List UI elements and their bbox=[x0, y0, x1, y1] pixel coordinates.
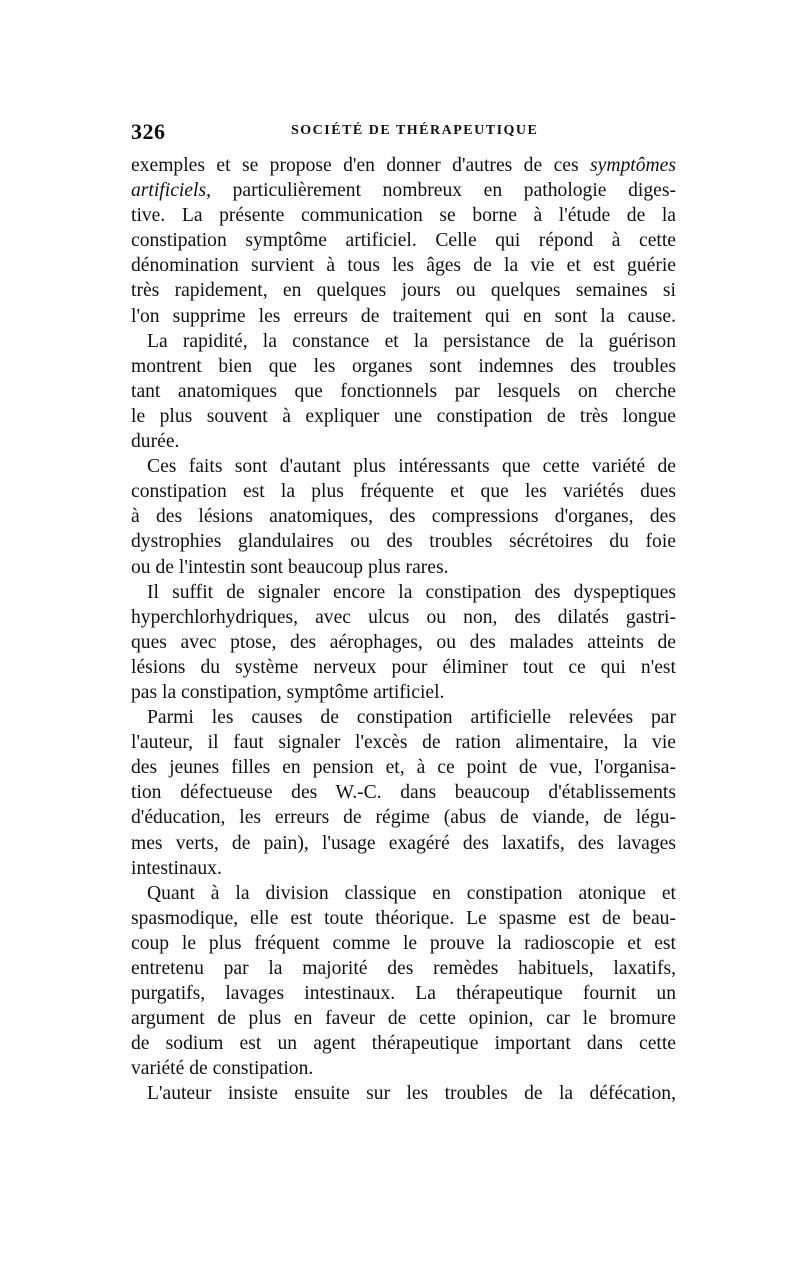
text-line: des jeunes filles en pension et, à ce point de vue, l'organisa- bbox=[131, 757, 676, 779]
text-line: tant anatomiques que fonctionnels par lesquels on cherche bbox=[131, 380, 676, 402]
text-line: Il suffit de signaler encore la constipation des dyspeptiques bbox=[147, 581, 676, 603]
text-line: constipation symptôme artificiel. Celle qui répond à cette bbox=[131, 230, 676, 252]
text-line: très rapidement, en quelques jours ou quelques semaines si bbox=[131, 280, 676, 302]
text-line: tion défectueuse des W.-C. dans beaucoup d'établissements bbox=[131, 782, 676, 804]
journal-title: SOCIÉTÉ DE THÉRAPEUTIQUE bbox=[291, 123, 539, 138]
text-line: à des lésions anatomiques, des compressions d'organes, des bbox=[131, 506, 676, 528]
text-line: ques avec ptose, des aérophages, ou des malades atteints de bbox=[131, 631, 676, 653]
paragraph-4 bbox=[131, 580, 676, 705]
text-line: pas la constipation, symptôme artificiel. bbox=[131, 681, 445, 703]
text-line: hyperchlorhydriques, avec ulcus ou non, des dilatés gastri- bbox=[131, 606, 676, 628]
paragraph-2 bbox=[131, 329, 676, 454]
paragraph-3 bbox=[131, 454, 676, 579]
italic-term: symptômes bbox=[590, 155, 676, 176]
paragraph-1 bbox=[131, 153, 676, 329]
paragraph-6 bbox=[131, 881, 676, 1082]
text-line: le plus souvent à expliquer une constipation de très longue bbox=[131, 405, 676, 427]
body-text bbox=[131, 153, 676, 1107]
page-number: 326 bbox=[131, 119, 166, 144]
text-line: La rapidité, la constance et la persistance de la guérison bbox=[147, 330, 676, 352]
text-line: artificiels, particulièrement nombreux en pathologie diges- bbox=[131, 180, 676, 202]
text-line: intestinaux. bbox=[131, 857, 222, 879]
text-line: ou de l'intestin sont beaucoup plus rares. bbox=[131, 556, 449, 578]
italic-term: artificiels, bbox=[131, 180, 212, 202]
text-line: mes verts, de pain), l'usage exagéré des laxatifs, des lavages bbox=[131, 832, 676, 854]
text-line: coup le plus fréquent comme le prouve la radioscopie et est bbox=[131, 932, 676, 954]
text-line: durée. bbox=[131, 431, 180, 453]
text-line: d'éducation, les erreurs de régime (abus de viande, de légu- bbox=[131, 807, 676, 829]
running-head bbox=[131, 119, 676, 143]
text-line: Quant à la division classique en constipation atonique et bbox=[147, 882, 676, 904]
text-line: de sodium est un agent thérapeutique important dans cette bbox=[131, 1033, 676, 1055]
text-line: exemples et se propose d'en donner d'autres de ces symptômes bbox=[131, 155, 676, 176]
text-line: variété de constipation. bbox=[131, 1058, 314, 1080]
text-line: montrent bien que les organes sont indemnes des troubles bbox=[131, 355, 676, 377]
text-line: constipation est la plus fréquente et que les variétés dues bbox=[131, 481, 676, 503]
text-line: L'auteur insiste ensuite sur les troubles de la défécation, bbox=[147, 1083, 676, 1105]
text-line: l'auteur, il faut signaler l'excès de ration alimentaire, la vie bbox=[131, 732, 676, 754]
text-line: dystrophies glandulaires ou des troubles sécrétoires du foie bbox=[131, 531, 676, 553]
text-line: lésions du système nerveux pour éliminer tout ce qui n'est bbox=[131, 656, 676, 678]
text-line: purgatifs, lavages intestinaux. La thérapeutique fournit un bbox=[131, 983, 676, 1005]
paragraph-5 bbox=[131, 705, 676, 881]
text-line: Parmi les causes de constipation artificielle relevées par bbox=[147, 707, 676, 729]
paragraph-7 bbox=[131, 1081, 676, 1106]
text-line: entretenu par la majorité des remèdes habituels, laxatifs, bbox=[131, 958, 676, 979]
text-line: dénomination survient à tous les âges de la vie et est guérie bbox=[131, 255, 676, 277]
text-line: spasmodique, elle est toute théorique. Le spasme est de beau- bbox=[131, 907, 676, 929]
text-line: argument de plus en faveur de cette opinion, car le bromure bbox=[131, 1008, 676, 1030]
text-line: l'on supprime les erreurs de traitement qui en sont la cause. bbox=[131, 305, 676, 327]
text-line: tive. La présente communication se borne à l'étude de la bbox=[131, 205, 676, 227]
text-line: Ces faits sont d'autant plus intéressants que cette variété de bbox=[147, 456, 676, 478]
